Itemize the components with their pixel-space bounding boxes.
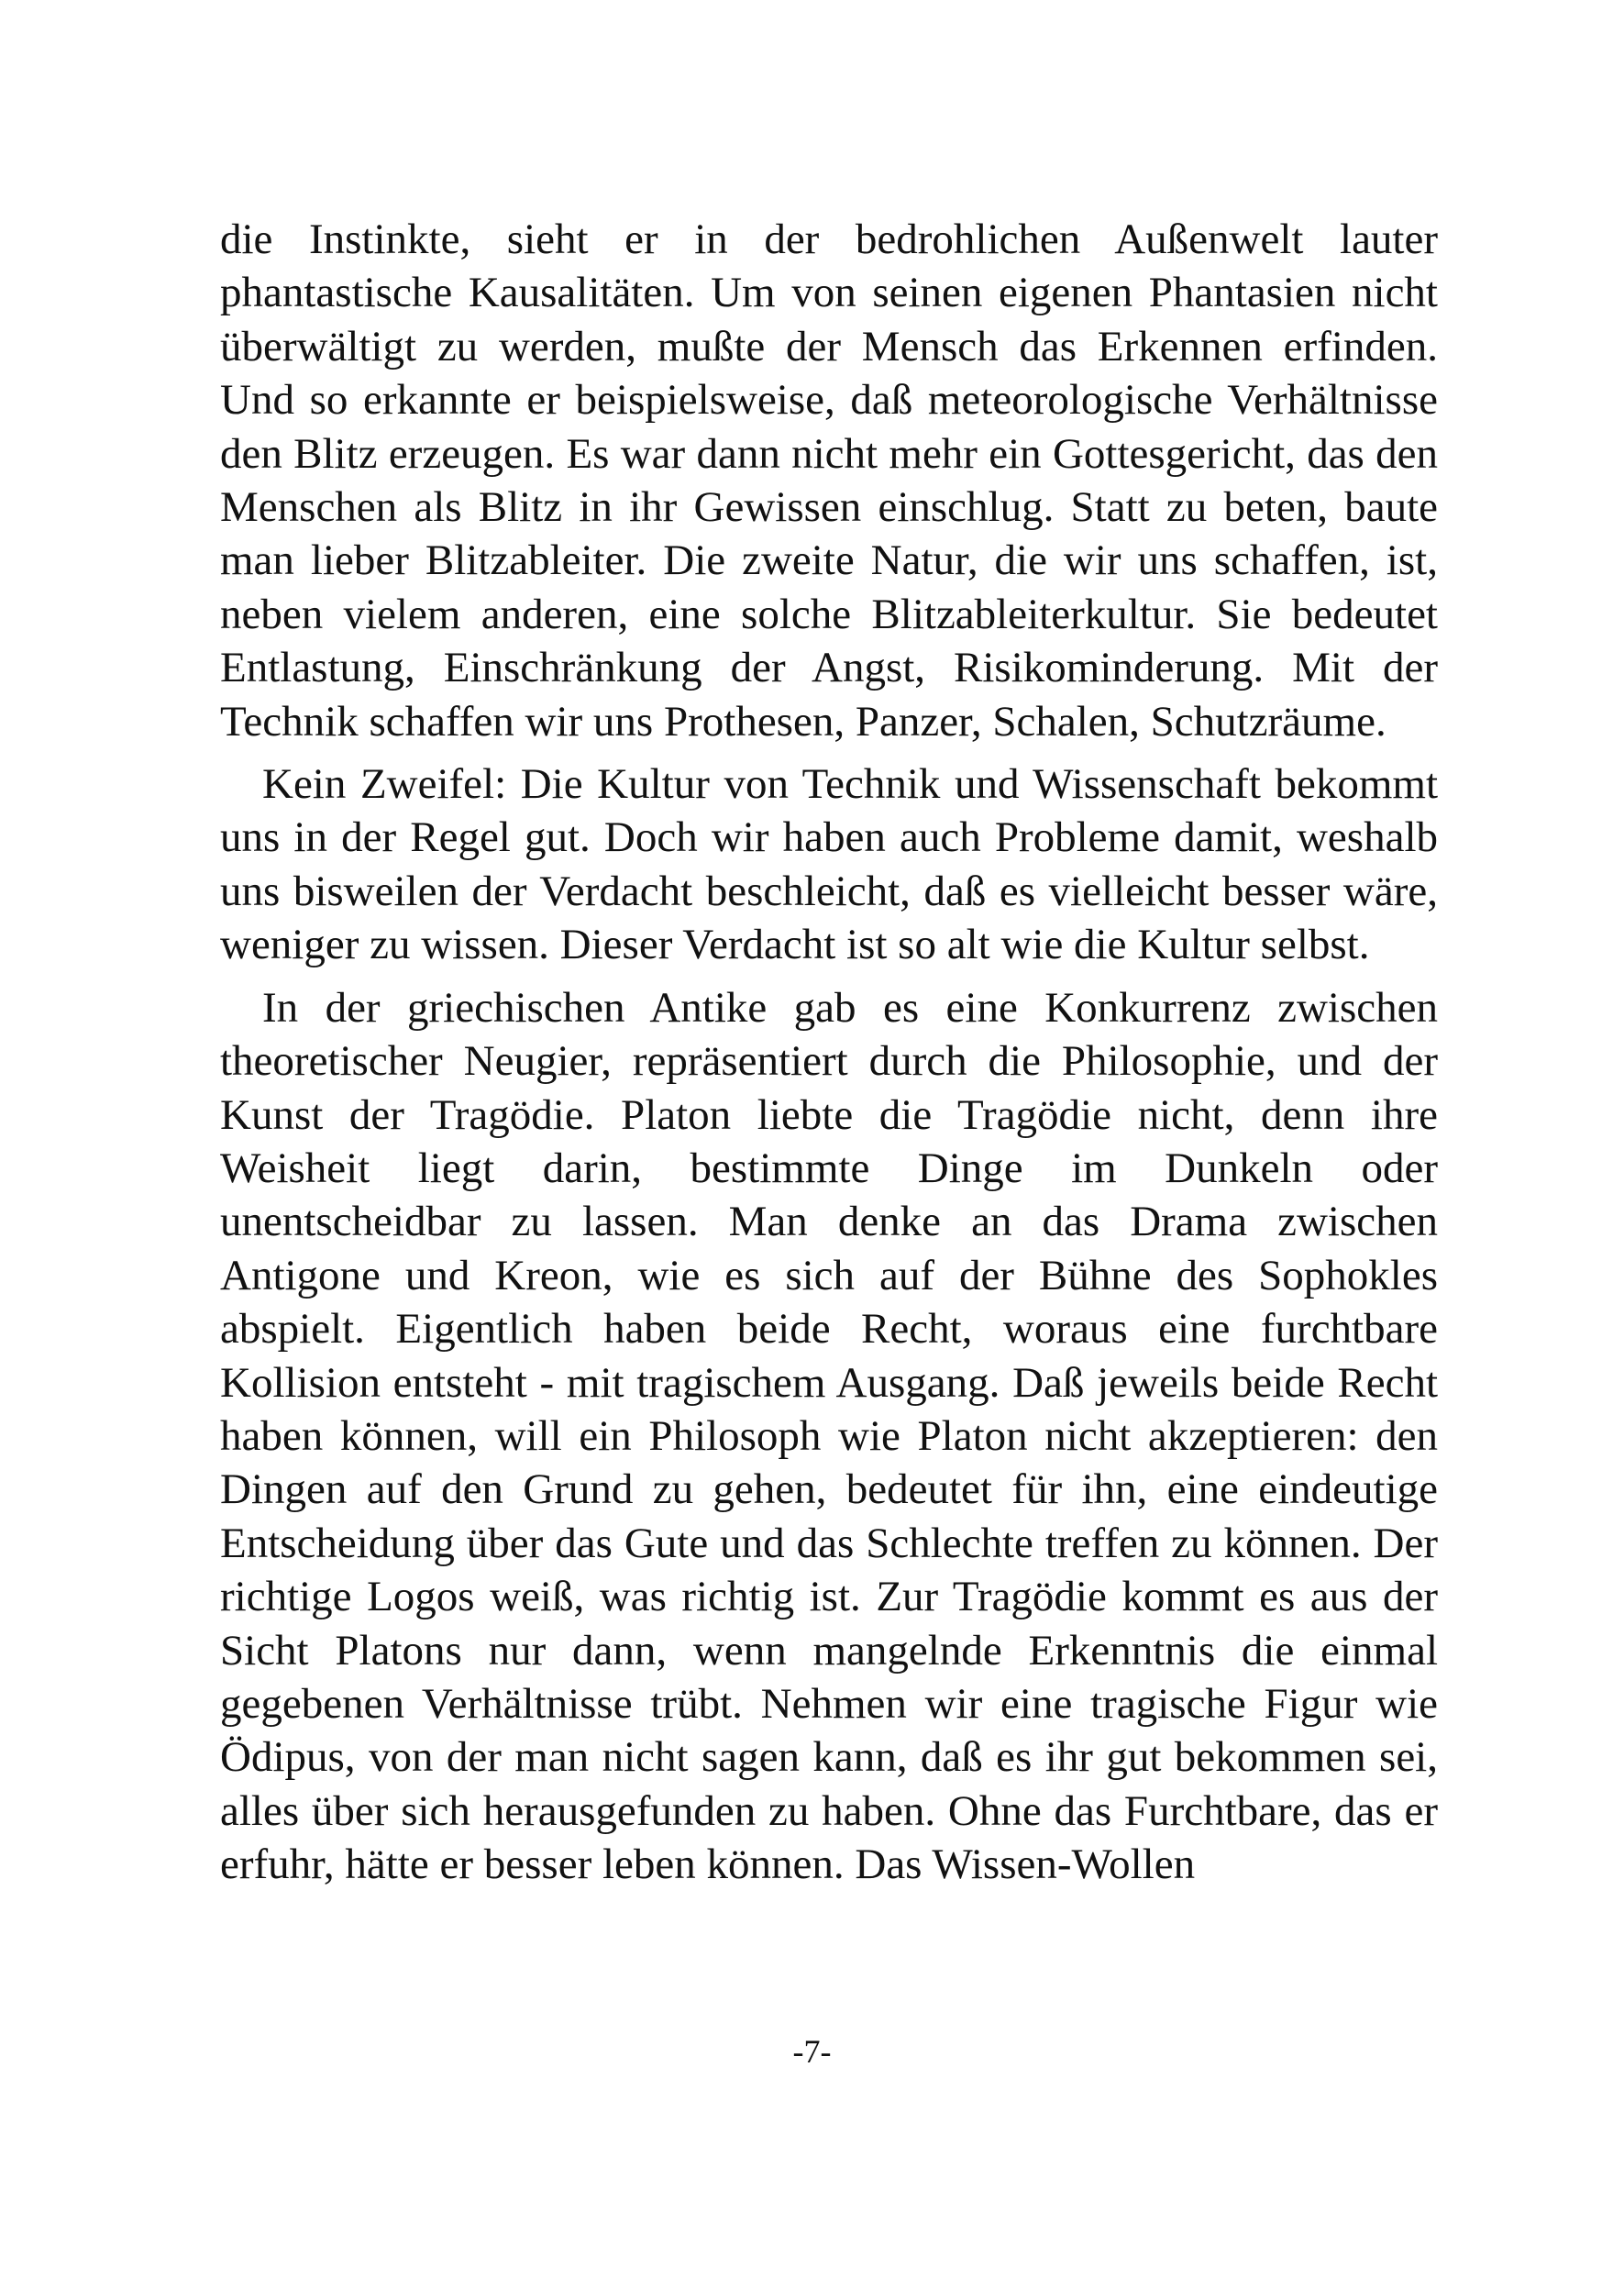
paragraph-1: die Instinkte, sieht er in der bedrohlichen Außenwelt lauter phantastische Kausalitäten. Um von seinen eigenen Phantasien nicht überwältigt zu werden, mußte der Mensch das Erkennen erfinden. Und so erkannte er beispielsweise, daß meteorologische Verhältnisse den Blitz erzeugen. Es war dann nicht mehr ein Gottesgericht, das den Menschen als Blitz in ihr Gewissen einschlug. Statt zu beten, baute man lieber Blitzableiter. Die zweite Natur, die wir uns schaffen, ist, neben vielem anderen, eine solche Blitzableiterkultur. Sie bedeutet Entlastung, Einschränkung der Angst, Risikominderung. Mit der Technik schaffen wir uns Prothesen, Panzer, Schalen, Schutzräume. — [220, 216, 1438, 746]
body-text — [220, 213, 1438, 1892]
paragraph-2: Kein Zweifel: Die Kultur von Technik und Wissenschaft bekommt uns in der Regel gut. Doch wir haben auch Probleme damit, weshalb uns bisweilen der Verdacht beschleicht, daß es vielleicht besser wäre, weniger zu wissen. Dieser Verdacht ist so alt wie die Kultur selbst. — [220, 760, 1438, 969]
paragraph-3: In der griechischen Antike gab es eine Konkurrenz zwischen theoretischer Neugier, repräsentiert durch die Philosophie, und der Kunst der Tragödie. Platon liebte die Tragödie nicht, denn ihre Weisheit liegt darin, bestimmte Dinge im Dunkeln oder unentscheidbar zu lassen. Man denke an das Drama zwischen Antigone und Kreon, wie es sich auf der Bühne des Sophokles abspielt. Eigentlich haben beide Recht, woraus eine furchtbare Kollision entsteht - mit tragischem Ausgang. Daß jeweils beide Recht haben können, will ein Philosoph wie Platon nicht akzeptieren: den Dingen auf den Grund zu gehen, bedeutet für ihn, eine eindeutige Entscheidung über das Gute und das Schlechte treffen zu können. Der richtige Logos weiß, was richtig ist. Zur Tragödie kommt es aus der Sicht Platons nur dann, wenn mangelnde Erkenntnis die einmal gegebenen Verhältnisse trübt. Nehmen wir eine tragische Figur wie Ödipus, von der man nicht sagen kann, daß es ihr gut bekommen sei, alles über sich herausgefunden zu haben. Ohne das Furchtbare, das er erfuhr, hätte er besser leben können. Das Wissen-Wollen — [220, 983, 1438, 1889]
page-number: -7- — [792, 2033, 832, 2070]
